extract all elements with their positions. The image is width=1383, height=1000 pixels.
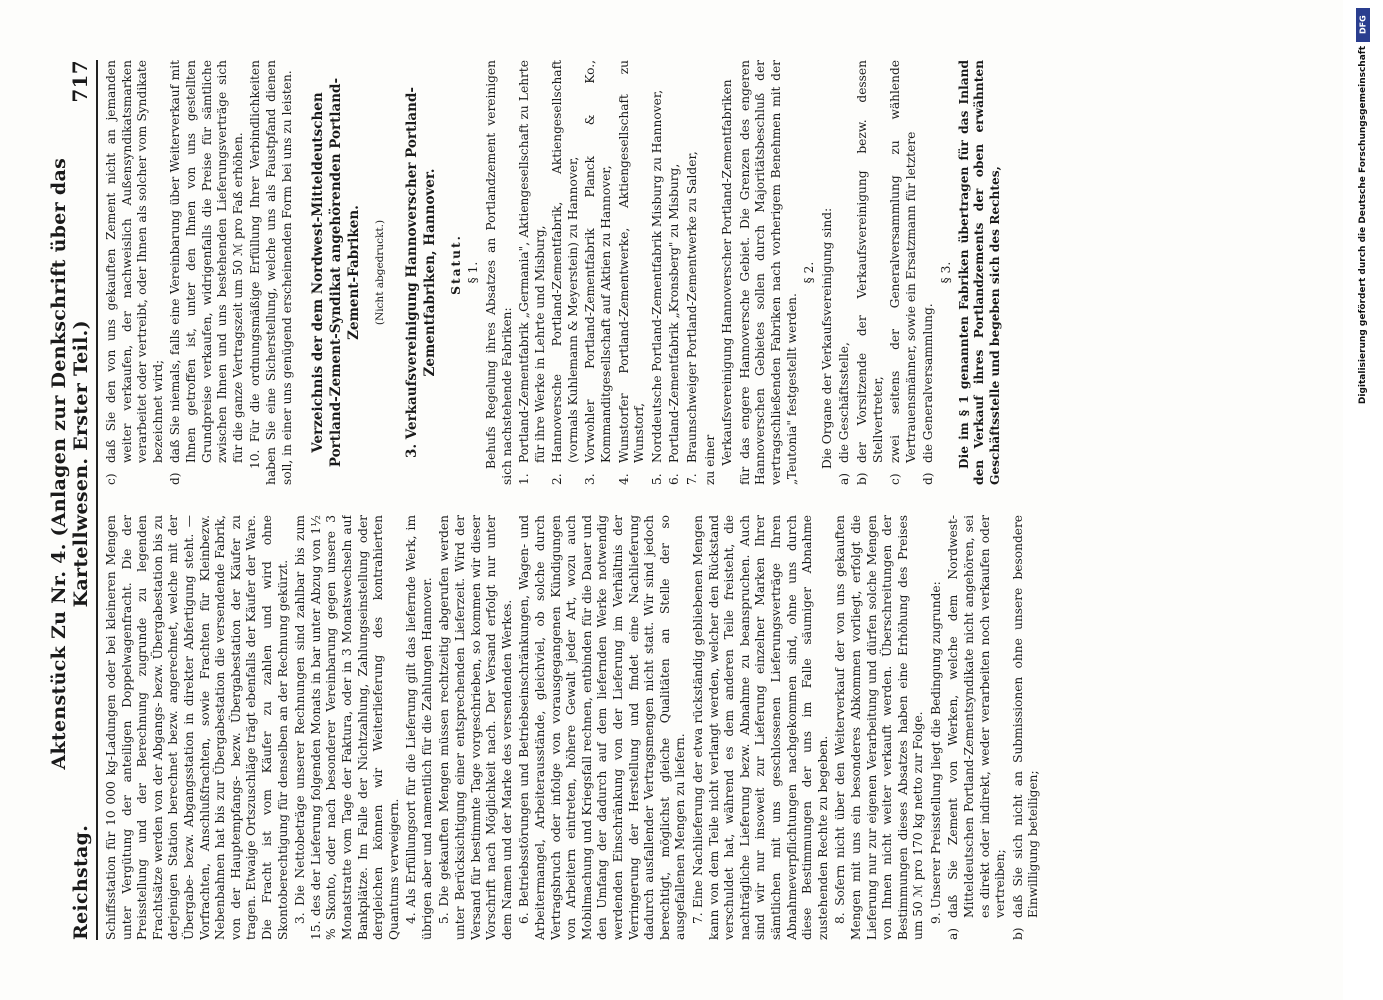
paragraph: Behufs Regelung ihres Absatzes an Portlandzement vereinigen sich nachstehende Fabriken: bbox=[483, 60, 514, 485]
item-label: 1. bbox=[517, 473, 532, 485]
funding-text: Digitalisierung gefördert durch die Deutsche Forschungsgemeinschaft bbox=[1358, 46, 1368, 405]
item-label: d) bbox=[168, 472, 183, 485]
paragraph: Die Organe der Verkaufsvereinigung sind: bbox=[819, 207, 834, 469]
item-text: Norddeutsche Portland-Zementfabrik Misburg zu Hannover, bbox=[649, 89, 664, 463]
paragraph: für das engere Hannoversche Gebiet. Die Grenzen des engeren Hannoverschen Gebietes sollen durch Majoritätsbeschluß der vertragschließenden Fabriken nach vorherigem Benehmen mit der „Teutonia" festgestellt werden. bbox=[737, 60, 799, 485]
not-printed-note: (Nicht abgedruckt.) bbox=[374, 219, 387, 326]
list-item bbox=[946, 515, 1008, 940]
list-item bbox=[650, 60, 666, 485]
left-column bbox=[104, 515, 1284, 940]
item-label: b) bbox=[854, 472, 869, 485]
list-item bbox=[685, 60, 701, 485]
item-label: c) bbox=[104, 473, 118, 485]
item-text: daß Sie sich nicht an Submissionen ohne unsere besondere Einwilligung beteiligen; bbox=[1010, 515, 1041, 918]
list-item bbox=[888, 60, 919, 485]
item-label: c) bbox=[888, 473, 903, 485]
item-label: b) bbox=[1010, 927, 1025, 940]
statute-title: Statut. bbox=[448, 234, 463, 295]
page-header bbox=[48, 60, 98, 940]
item-text: zwei seitens der Generalversammlung zu wählende Vertrauensmänner, sowie ein Ersatzmann für letztere bbox=[888, 60, 918, 463]
paragraph: 7. Eine Nachlieferung der etwa rückständig gebliebenen Mengen kann von dem Teile nicht verlangt werden, welcher den Rückstand verschuldet hat, während es dem anderen Teile freisteht, die nachträgliche Lieferung bezw. Abnahme zu beanspruchen. Auch sind wir nur insoweit zur Lieferung einzelner Marken Ihrer sämtlichen mit uns geschlossenen Lieferungsverträge Ihren Abnahmeverpflichtungen nachgekommen sind, ohne uns durch diese Bestimmungen der uns im Falle säumiger Abnahme zustehenden Rechte zu begeben. bbox=[690, 515, 830, 940]
item-label: 4. bbox=[616, 473, 631, 485]
item-label: a) bbox=[837, 472, 852, 485]
item-text: daß Sie den von uns gekauften Zement nicht an jemanden weiter verkaufen, der nachweislich Außensyndikatsmarken verarbeitet oder vertreibt, oder Ihnen als solcher vom Syndikate bezeichnet wird; bbox=[104, 60, 165, 463]
paragraph: 10. Für die ordnungsmäßige Erfüllung Ihrer Verbindlichkeiten haben Sie eine Sicherstellung, welche uns als Faustpfand dienen soll, in einer uns genügend erscheinenden Form bei uns zu leisten. bbox=[248, 60, 294, 485]
item-label: 5. bbox=[649, 473, 664, 485]
item-text: Braunschweiger Portland-Zementwerke zu Salder, bbox=[685, 151, 700, 463]
association-name: Verkaufsvereinigung Hannoverscher Portland-Zementfabriken bbox=[720, 79, 735, 466]
item-text: der Vorsitzende der Verkaufsvereinigung bezw. dessen Stellvertreter, bbox=[854, 60, 885, 463]
section-heading-3: 3. Verkaufsvereinigung Hannoverscher Portland-Zementfabriken, Hannover. bbox=[403, 86, 438, 459]
item-label: d) bbox=[921, 472, 936, 485]
item-text: die Geschäftsstelle, bbox=[837, 342, 852, 463]
list-item bbox=[921, 60, 937, 485]
paragraph: 4. Als Erfüllungsort für die Lieferung gilt das liefernde Werk, im übrigen aber und namentlich für die Zahlungen Hannover. bbox=[404, 515, 434, 940]
list-item bbox=[550, 60, 581, 485]
list-item bbox=[583, 60, 614, 485]
item-label: 6. bbox=[667, 473, 682, 485]
paragraph: 3. Die Nettobeträge unserer Rechnungen sind zahlbar bis zum 15. des der Lieferung folgenden Monats in bar unter Abzug von 1½ % Skonto, oder nach besonderer Vereinbarung gegen unsere 3 Monatstratte vom Tage der Faktura, oder in 3 Monatswechseln auf Bankplätze. Im Falle der Nichtzahlung, Zahlungseinstellung oder dergleichen können wir Weiterlieferung des kontrahierten Quantums verweigern. bbox=[293, 515, 401, 940]
paragraph: zu einer bbox=[702, 434, 717, 485]
paragraph-sign-1: § 1. bbox=[466, 261, 481, 284]
paragraph: 8. Sofern nicht über den Weiterverkauf der von uns gekauften Mengen mit uns ein besonderes Abkommen vorliegt, erfolgt die Lieferung nur zur eigenen Verarbeitung und dürfen solche Mengen von Ihnen nicht weiter verkauft werden. Überschreitungen der Bestimmungen dieses Absatzes haben eine Erhöhung des Preises um 50 ℳ pro 170 kg netto zur Folge. bbox=[833, 515, 926, 940]
item-text: daß Sie niemals, falls eine Vereinbarung über Weiterverkauf mit Ihnen getroffen ist, unter den Ihnen von uns gestellten Grundpreise verkaufen, widrigenfalls die Preise für sämtliche zwischen Ihnen und uns bestehenden Lieferungsverträge sich für die ganze Vertragszeit um 50 ℳ pro Faß erhöhen. bbox=[168, 60, 245, 463]
paragraph: 6. Betriebsstörungen und Betriebseinschränkungen, Wagen- und Arbeitermangel, Arbeiterausstände, gleichviel, ob solche durch Vertragsbruch oder infolge von vorausgegangenen Kündigungen von Arbeitern eintreten, höhere Gewalt jeder Art, wozu auch Mobilmachung und Kriegsfall rechnen, entbinden für die Dauer und den Umfang der dadurch auf dem liefernden Werke notwendig werdenden Einschränkung von der Lieferung im Verhältnis der Verringerung der Herstellung und findet eine Nachlieferung dadurch ausfallender Vertragsmengen nicht statt. Wir sind jedoch berechtigt, möglichst gleiche Qualitäten an Stelle der so ausgefallenen Mengen zu liefern. bbox=[517, 515, 688, 940]
header-left: Reichstag. bbox=[70, 824, 92, 940]
item-text: die Generalversammlung. bbox=[921, 303, 936, 463]
item-label: 7. bbox=[685, 473, 700, 485]
funding-notice bbox=[1352, 8, 1374, 668]
paragraph: Die im § 1 genannten Fabriken übertragen für das Inland den Verkauf ihres Portlandzements der oben erwähnten Geschäftsstelle und begeben sich des Rechtes, bbox=[956, 60, 1002, 485]
item-text: daß Sie Zement von Werken, welche dem Nordwest-Mitteldeutschen Portland-Zementsyndikate nicht angehören, sei es direkt oder indirekt, weder verarbeiten noch verkaufen oder vertreiben; bbox=[946, 515, 1008, 918]
dfg-logo: DFG bbox=[1356, 8, 1370, 42]
page-number: 717 bbox=[68, 60, 92, 103]
item-text: Portland-Zementfabrik „Kronsberg" zu Misburg, bbox=[667, 163, 682, 463]
item-text: Hannoversche Portland-Zementfabrik, Aktiengesellschaft (vormals Kuhlemann & Meyerstein) zu Hannover, bbox=[550, 60, 580, 463]
list-item bbox=[617, 60, 648, 485]
header-title: Aktenstück Zu Nr. 4. (Anlagen zur Denkschrift über das Kartellwesen. Erster Teil.) bbox=[48, 157, 92, 770]
item-text: Vorwohler Portland-Zementfabrik Planck & Ko., Kommanditgesellschaft auf Aktien zu Hannover, bbox=[583, 60, 614, 463]
list-item bbox=[1011, 515, 1042, 940]
paragraph-sign-3: § 3. bbox=[938, 261, 953, 284]
list-item bbox=[168, 60, 246, 485]
list-item bbox=[667, 60, 683, 485]
list-item bbox=[837, 60, 853, 485]
item-label: 3. bbox=[583, 473, 598, 485]
item-label: 2. bbox=[550, 473, 565, 485]
paragraph: 5. Die gekauften Mengen müssen rechtzeitig abgerufen werden unter Berücksichtigung einer entsprechenden Lieferzeit. Wird der Versand für bestimmte Tage vorgeschrieben, so kommen wir dieser Vorschrift nach Möglichkeit nach. Der Versand erfolgt nur unter dem Namen und der Marke des versendenden Werkes. bbox=[437, 515, 514, 940]
paragraph: Schiffsstation für 10 000 kg-Ladungen oder bei kleineren Mengen unter Vergütung der anteiligen Doppelwagenfracht. Die der Preisstellung und der Berechnung zugrunde zu legenden Frachtsätze werden von der Abgangs- bezw. Übergabestation bis zu derjenigen Station berechnet bezw. angerechnet, welche mit der Übergabe- bezw. Abgangsstation in direkter Abfertigung steht. — Vorfrachten, Anschlußfrachten, sowie Frachten für Kleinbezw. Nebenbahnen hat bis zur Übergabestation die versendende Fabrik, von der Hauptempfangs- bezw. Übergabestation der Käufer zu tragen. Etwaige Ortszuschläge trägt ebenfalls der Käufer der Ware. Die Fracht ist vom Käufer zu zahlen und wird ohne Skontoberechtigung für denselben an der Rechnung gekürzt. bbox=[104, 515, 290, 940]
right-column bbox=[104, 60, 1284, 485]
item-label: a) bbox=[946, 927, 961, 940]
section-heading-verzeichnis: Verzeichnis der dem Nordwest-Mitteldeutschen Portland-Zement-Syndikat angehörenden Portland-Zement-Fabriken. bbox=[310, 77, 363, 468]
item-text: Portland-Zementfabrik „Germania", Aktiengesellschaft zu Lehrte für ihre Werke in Lehrte und Misburg, bbox=[517, 60, 547, 463]
list-item bbox=[855, 60, 886, 485]
paragraph: 9. Unserer Preisstellung liegt die Bedingung zugrunde: bbox=[928, 581, 943, 924]
item-text: Wunstorfer Portland-Zementwerke, Aktiengesellschaft zu Wunstorf, bbox=[616, 60, 647, 463]
paragraph-sign-2: § 2. bbox=[802, 261, 817, 284]
list-item bbox=[517, 60, 548, 485]
list-item bbox=[104, 60, 166, 485]
